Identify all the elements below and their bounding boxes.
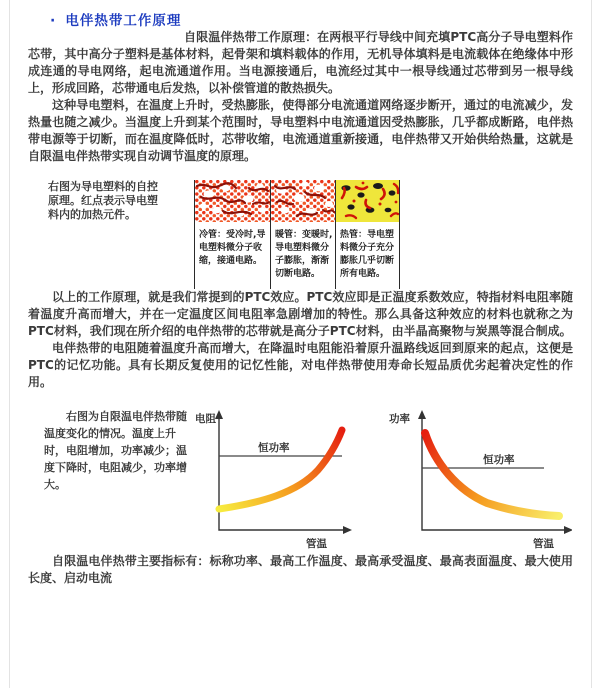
warm-pipe-label: 暖管：变暖时,导电塑料微分子膨胀，渐渐切断电路。 <box>275 230 333 279</box>
page-title-text: 电伴热带工作原理 <box>65 13 182 29</box>
panel-warm-pipe <box>270 180 335 289</box>
page-title <box>50 9 573 29</box>
paragraph-ptc-memory: 电伴热带的电阻随着温度升高而增大，在降温时电阻能沿着原升温路线返回到原来的起点，这便是PTC的记忆功能。具有长期反复使用的记忆性能，对电伴热带使用寿命长短品质优劣起着决定性的作用。 <box>28 341 573 389</box>
resistance-y-axis-label: 电阻 <box>195 413 216 425</box>
paragraph-ptc-effect: 以上的工作原理，就是我们常提到的PTC效应。PTC效应即是正温度系数效应，特指材料电阻率随着温度升高而增大，并在一定温度区间电阻率急剧增加的特性。那么具备这种效应的材料也就称之为PTC材料，我们现在所介绍的电伴热带的芯带就是高分子PTC材料，由半晶高聚物与炭黑等混合制成。 <box>28 290 573 338</box>
paragraph-working-principle: 自限温伴热带工作原理：在两根平行导线中间充填PTC高分子导电塑料作芯带，其中高分子塑料是基体材料，起骨架和填料载体的作用，无机导体填料是电流载体在绝缘体中形成连通的导电网络，起电流通道作用。当电源接通后，电流经过其中一根导线通过芯带到另一根导线上，形成回路，芯带通电后发热，以补偿管道的散热损失。 <box>28 30 573 95</box>
page-content <box>9 0 592 688</box>
power-curve <box>425 433 559 516</box>
chart2-x-axis-label: 管温 <box>533 538 554 550</box>
chart1-x-axis-label: 管温 <box>306 538 327 550</box>
chart1-constant-power-label: 恒功率 <box>258 442 290 454</box>
paragraph-thermal-expansion: 这种导电塑料，在温度上升时，受热膨胀，使得部分电流通道网络逐步断开，通过的电流减少，发热量也随之减少。当温度上升到某个范围时，导电塑料中电流通道因受热膨胀，几乎都成断路，电伴热带电源等于切断，而在温度降低时，芯带收缩，电流通道重新接通，电伴热带又开始供给热量，这就是自限温电伴热带实现自动调节温度的原理。 <box>28 98 573 163</box>
pipe-state-panels <box>194 180 400 289</box>
cold-pipe-pattern-image <box>195 180 270 222</box>
figure2-caption: 右图为自限温电伴热带随温度变化的情况。温度上升时，电阻增加，功率减少；温度下降时，电阻减少，功率增大。 <box>44 410 187 491</box>
figure1-caption: 右图为导电塑料的自控原理。红点表示导电塑料内的加热元件。 <box>48 180 158 221</box>
chart2-constant-power-label: 恒功率 <box>483 454 515 466</box>
chart2-y-arrow-icon <box>418 410 426 419</box>
cold-pipe-label: 冷管：受冷时,导电塑料微分子收缩，接通电路。 <box>199 230 266 266</box>
hot-pipe-label: 热管：导电塑料微分子充分膨胀几乎切断所有电路。 <box>340 230 395 279</box>
chart2-x-arrow-icon <box>564 526 572 534</box>
power-vs-temperature-chart <box>387 408 572 553</box>
title-bullet-icon: · <box>50 13 57 29</box>
warm-pipe-pattern-image <box>271 180 335 222</box>
chart1-y-arrow-icon <box>215 410 223 419</box>
resistance-vs-temperature-chart <box>192 408 387 553</box>
chart1-axes <box>219 417 344 530</box>
figure-conductive-plastic <box>28 180 573 289</box>
paragraph-main-indicators: 自限温电伴热带主要指标有：标称功率、最高工作温度、最高承受温度、最高表面温度、最大使用长度、启动电流 <box>28 554 573 585</box>
hot-pipe-pattern-image <box>336 180 399 222</box>
panel-cold-pipe <box>194 180 270 289</box>
power-y-axis-label: 功率 <box>389 413 410 425</box>
figure-charts <box>28 408 573 553</box>
panel-hot-pipe <box>335 180 400 289</box>
chart1-x-arrow-icon <box>343 526 352 534</box>
